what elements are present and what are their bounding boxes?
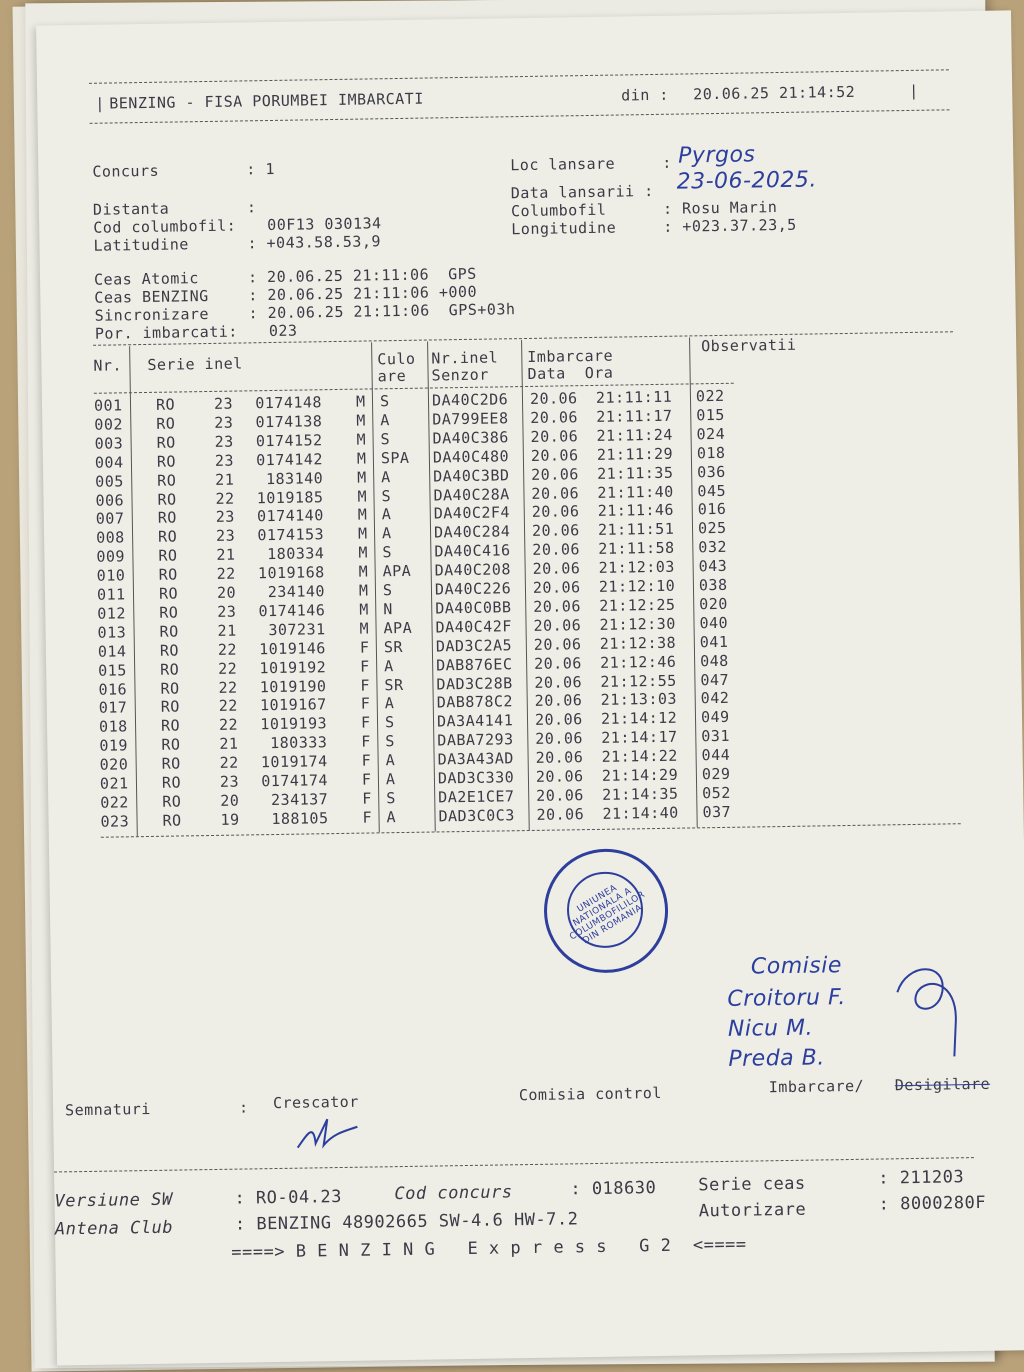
cell-sex: F: [361, 751, 372, 770]
cell-data: 20.06: [534, 691, 583, 711]
versiune-value: : RO-04.23: [234, 1186, 343, 1209]
serie-ceas-label: Serie ceas: [698, 1173, 806, 1196]
cell-observatii: 031: [701, 727, 731, 746]
cell-inel: 0174174: [261, 771, 329, 791]
cell-nr: 013: [97, 623, 127, 642]
sincronizare-value: : 20.06.25 21:11:06 GPS+03h: [248, 300, 516, 323]
cell-tara: RO: [162, 811, 182, 830]
cell-ora: 21:12:10: [598, 576, 676, 596]
cell-tara: RO: [156, 414, 176, 433]
cell-culoare: N: [383, 600, 393, 619]
cell-observatii: 038: [698, 575, 728, 595]
cell-culoare: A: [381, 467, 391, 486]
latitudine-value: : +043.58.53,9: [247, 232, 382, 253]
cell-inel: 1019167: [259, 695, 327, 715]
cell-ora: 21:14:17: [601, 727, 678, 748]
imbarcare-label: Imbarcare/: [768, 1076, 865, 1097]
cell-senzor: DAD3C0C3: [438, 806, 515, 826]
cell-data: 20.06: [531, 464, 579, 484]
cell-inel: 0174148: [255, 393, 323, 413]
th-data-ora: Data Ora: [527, 363, 614, 383]
cell-culoare: A: [385, 770, 396, 789]
header-title: BENZING - FISA PORUMBEI IMBARCATI: [109, 89, 424, 113]
ceas-benzing-value: : 20.06.25 21:11:06 +000: [248, 282, 478, 305]
cell-data: 20.06: [530, 408, 579, 427]
cell-nr: 002: [94, 415, 124, 434]
cell-ora: 21:11:29: [596, 444, 674, 464]
th-nr-inel: Nr.inel: [431, 348, 499, 368]
cell-an: 23: [214, 432, 234, 451]
cell-an: 23: [217, 602, 237, 621]
cell-nr: 019: [99, 736, 129, 755]
cell-observatii: 015: [696, 405, 725, 425]
latitudine-label: Latitudine: [93, 235, 189, 255]
cell-observatii: 042: [700, 689, 730, 708]
cell-nr: 021: [99, 774, 129, 793]
cell-culoare: A: [381, 524, 392, 543]
cell-an: 20: [216, 583, 237, 602]
cell-ora: 21:14:22: [601, 746, 678, 766]
cell-senzor: DAD3C2A5: [435, 635, 513, 656]
cell-ora: 21:12:30: [599, 614, 676, 634]
cell-senzor: DAD3C330: [437, 768, 515, 788]
cell-tara: RO: [156, 433, 176, 452]
cell-sex: F: [362, 789, 372, 808]
cell-inel: 0174153: [257, 525, 325, 545]
cell-culoare: S: [386, 788, 396, 808]
cell-tara: RO: [161, 773, 182, 792]
cell-an: 23: [215, 507, 236, 527]
cell-sex: F: [359, 638, 370, 657]
cod-concurs-label: Cod concurs: [394, 1182, 513, 1205]
cell-observatii: 047: [700, 670, 730, 689]
cell-data: 20.06: [532, 559, 581, 579]
cod-concurs-value: : 018630: [570, 1178, 657, 1200]
cell-observatii: 052: [702, 783, 731, 803]
ceas-atomic-label: Ceas Atomic: [93, 269, 200, 289]
cell-nr: 008: [95, 528, 125, 548]
cell-culoare: S: [379, 392, 390, 411]
cell-tara: RO: [160, 716, 181, 736]
cell-inel: 1019168: [257, 563, 325, 583]
cell-tara: RO: [157, 490, 177, 509]
cell-observatii: 049: [700, 708, 730, 727]
cell-senzor: DA799EE8: [432, 409, 509, 429]
cell-inel: 1019185: [256, 487, 324, 507]
crescator-label: Crescator: [272, 1092, 359, 1113]
cell-senzor: DA40C2D6: [431, 390, 509, 410]
cell-culoare: A: [384, 656, 394, 675]
cell-culoare: S: [384, 713, 395, 732]
semnaturi-colon: :: [238, 1098, 249, 1117]
th-imbarcare: Imbarcare: [527, 346, 614, 366]
columbofil-label: Columbofil: [510, 200, 607, 221]
cod-columbofil-value: 00F13 030134: [267, 214, 382, 235]
cell-inel: 234137: [270, 790, 329, 809]
cell-sex: M: [357, 505, 368, 525]
stamp-text: UNIUNEA NATIONALA A COLUMBOFILILOR DIN ROMANIA: [568, 883, 648, 947]
cell-inel: 1019193: [260, 714, 328, 734]
cell-culoare: A: [384, 694, 395, 713]
porumbei-imbarcati-label: Por. imbarcati:: [94, 322, 238, 343]
cell-observatii: 048: [699, 651, 729, 670]
cell-an: 22: [216, 564, 236, 583]
cell-an: 21: [217, 621, 237, 640]
cell-ora: 21:11:11: [595, 387, 673, 407]
cell-senzor: DA40C42F: [435, 617, 512, 637]
columbofil-value: : Rosu Marin: [662, 198, 778, 218]
cell-an: 20: [220, 791, 240, 810]
cell-observatii: 018: [696, 443, 726, 463]
cell-inel: 307231: [268, 619, 326, 639]
antena-label: Antena Club: [54, 1217, 174, 1240]
cell-culoare: A: [386, 807, 397, 827]
cell-an: 21: [219, 734, 239, 754]
cell-senzor: DA3A43AD: [437, 749, 515, 769]
cell-sex: M: [357, 468, 367, 487]
cell-ora: 21:11:17: [596, 406, 673, 426]
header-left-bar: |: [95, 94, 105, 113]
hand-croitoru: Croitoru F.: [727, 985, 846, 1012]
cell-an: 22: [218, 715, 239, 735]
semnaturi-label: Semnaturi: [64, 1099, 152, 1120]
cell-sex: M: [356, 449, 367, 468]
cell-culoare: S: [380, 429, 391, 449]
cell-tara: RO: [160, 660, 180, 679]
cell-data: 20.06: [530, 426, 579, 446]
footer-top-rule: [54, 1157, 974, 1172]
cell-inel: 1019190: [259, 676, 327, 696]
comisia-control-label: Comisia control: [518, 1083, 663, 1105]
cell-ora: 21:11:51: [597, 519, 675, 540]
cell-inel: 1019174: [260, 752, 328, 772]
ceas-atomic-value: : 20.06.25 21:11:06 GPS: [247, 264, 477, 287]
cell-sex: M: [358, 562, 369, 581]
cell-culoare: SR: [383, 637, 404, 656]
cell-ora: 21:14:40: [602, 803, 679, 823]
cell-tara: RO: [156, 452, 177, 471]
cell-culoare: APA: [383, 618, 413, 638]
header-din-label: din :: [621, 85, 670, 105]
cell-tara: RO: [157, 471, 177, 490]
cell-an: 22: [217, 640, 238, 659]
cell-culoare: A: [380, 411, 390, 430]
cell-an: 23: [213, 394, 234, 413]
cell-inel: 1019192: [259, 657, 327, 677]
cell-senzor: DAB876EC: [436, 654, 513, 675]
cell-inel: 0174140: [256, 506, 324, 526]
cell-senzor: DAB878C2: [436, 692, 514, 712]
cell-inel: 188105: [271, 808, 329, 828]
cell-nr: 015: [98, 660, 127, 680]
cell-sex: M: [355, 392, 366, 411]
cell-nr: 018: [98, 717, 128, 737]
cell-inel: 180333: [270, 733, 328, 753]
cell-culoare: A: [385, 751, 396, 770]
cell-an: 23: [214, 413, 234, 432]
cell-tara: RO: [160, 697, 180, 717]
cell-inel: 0174142: [256, 449, 324, 469]
th-senzor: Senzor: [431, 365, 489, 385]
club-stamp: [543, 848, 669, 974]
cell-nr: 004: [94, 453, 124, 472]
ceas-benzing-label: Ceas BENZING: [94, 286, 209, 307]
cell-nr: 022: [100, 793, 130, 812]
benzing-express-banner: ====> B E N Z I N G E x p r e s s G 2 <====: [231, 1234, 747, 1263]
cell-observatii: 024: [696, 424, 726, 444]
cell-nr: 023: [100, 812, 130, 831]
cell-nr: 011: [96, 585, 126, 604]
cell-ora: 21:14:12: [600, 708, 678, 729]
cell-an: 21: [216, 545, 236, 565]
cell-sex: F: [360, 694, 371, 714]
cell-senzor: DA40C416: [434, 541, 511, 561]
cell-tara: RO: [157, 508, 178, 528]
th-serie-inel: Serie inel: [147, 354, 243, 374]
cell-senzor: DA40C480: [432, 446, 510, 467]
cod-columbofil-label: Cod columbofil:: [93, 216, 237, 237]
cell-an: 23: [214, 451, 235, 470]
cell-inel: 0174146: [258, 601, 326, 621]
cell-an: 21: [215, 470, 235, 489]
cell-nr: 014: [97, 642, 127, 661]
autorizare-value: : 8000280F: [878, 1192, 987, 1215]
cell-observatii: 032: [698, 538, 728, 557]
cell-tara: RO: [159, 641, 180, 660]
cell-ora: 21:11:35: [597, 463, 674, 483]
sincronizare-label: Sincronizare: [94, 304, 210, 325]
cell-observatii: 045: [697, 481, 727, 500]
hand-nicu: Nicu M.: [727, 1015, 814, 1042]
versiune-label: Versiune SW: [54, 1189, 173, 1212]
hand-comisie: Comisie: [750, 953, 843, 980]
cell-an: 23: [215, 526, 236, 546]
cell-nr: 005: [95, 471, 124, 491]
cell-nr: 020: [99, 755, 129, 774]
loc-lansare-colon: :: [662, 153, 672, 172]
cell-observatii: 037: [702, 802, 732, 822]
cell-sex: M: [357, 524, 368, 543]
cell-sex: F: [362, 808, 373, 827]
cell-data: 20.06: [533, 653, 582, 673]
concurs-value: : 1: [246, 159, 276, 179]
porumbei-imbarcati-value: 023: [268, 321, 298, 341]
cell-ora: 21:12:03: [598, 557, 676, 577]
cell-culoare: A: [381, 505, 392, 524]
cell-data: 20.06: [535, 748, 584, 767]
header-din-value: 20.06.25 21:14:52: [693, 82, 856, 104]
cell-data: 20.06: [536, 804, 585, 824]
data-lansarii-handwritten: 23-06-2025.: [676, 167, 818, 195]
cell-culoare: SR: [384, 675, 404, 694]
data-lansarii-label: Data lansarii :: [510, 181, 654, 203]
cell-sex: F: [360, 675, 371, 695]
cell-senzor: DAD3C28B: [436, 673, 513, 693]
cell-data: 20.06: [534, 710, 583, 730]
hand-preda: Preda B.: [728, 1045, 825, 1072]
cell-tara: RO: [161, 735, 181, 754]
cell-sex: M: [356, 430, 367, 449]
cell-sex: F: [361, 770, 372, 789]
cell-sex: F: [360, 657, 370, 676]
cell-culoare: S: [382, 543, 393, 562]
cell-nr: 016: [98, 679, 128, 699]
header-right-bar: |: [909, 81, 919, 100]
th-culoare-1: Culo: [377, 349, 416, 369]
autorizare-label: Autorizare: [698, 1199, 807, 1222]
cell-ora: 21:14:29: [601, 765, 679, 785]
cell-senzor: DA2E1CE7: [438, 787, 515, 807]
cell-an: 22: [219, 753, 239, 772]
loc-lansare-handwritten: Pyrgos: [677, 142, 756, 169]
cell-culoare: S: [381, 486, 392, 505]
cell-data: 20.06: [532, 578, 581, 597]
longitudine-label: Longitudine: [511, 218, 617, 239]
distanta-value: :: [246, 198, 257, 217]
antena-value: : BENZING 48902665 SW-4.6 HW-7.2: [234, 1209, 579, 1235]
cell-inel: 0174138: [255, 412, 323, 432]
cell-senzor: DA40C284: [433, 522, 511, 542]
cell-ora: 21:11:58: [598, 538, 675, 559]
cell-observatii: 016: [697, 500, 727, 519]
th-nr: Nr.: [93, 356, 123, 375]
cell-nr: 001: [93, 396, 123, 415]
cell-ora: 21:12:25: [599, 595, 676, 615]
cell-an: 22: [215, 489, 235, 508]
cell-senzor: DA40C0BB: [435, 598, 512, 618]
loc-lansare-label: Loc lansare: [510, 154, 616, 175]
cell-sex: F: [361, 732, 372, 751]
crescator-signature: [293, 1113, 364, 1154]
cell-data: 20.06: [536, 786, 585, 805]
cell-culoare: S: [382, 581, 393, 600]
cell-inel: 180334: [267, 544, 325, 564]
cell-ora: 21:12:38: [599, 633, 677, 653]
cell-senzor: DA40C2F4: [433, 503, 511, 523]
cell-observatii: 022: [695, 386, 725, 406]
cell-ora: 21:11:46: [597, 501, 675, 521]
cell-nr: 003: [94, 434, 124, 453]
cell-inel: 183140: [265, 468, 324, 488]
cell-ora: 21:12:46: [599, 652, 677, 672]
cell-an: 19: [220, 810, 240, 829]
cell-ora: 21:11:24: [596, 425, 673, 445]
cell-data: 20.06: [531, 483, 580, 503]
cell-an: 22: [218, 659, 238, 678]
cell-tara: RO: [158, 584, 179, 603]
cell-senzor: DA40C28A: [433, 484, 510, 504]
cell-tara: RO: [159, 603, 179, 622]
cell-sex: M: [356, 411, 366, 430]
cell-tara: RO: [162, 792, 182, 811]
th-culoare-2: are: [377, 366, 407, 386]
printout-sheet: [36, 10, 1024, 1365]
cell-an: 23: [219, 772, 240, 791]
cell-nr: 009: [96, 547, 126, 566]
commission-signature: [887, 961, 969, 1062]
cell-sex: M: [357, 487, 368, 506]
cell-observatii: 036: [697, 462, 726, 481]
cell-nr: 017: [98, 698, 128, 718]
cell-culoare: S: [385, 732, 396, 751]
cell-nr: 010: [96, 566, 126, 585]
cell-observatii: 020: [699, 594, 728, 614]
cell-an: 22: [218, 678, 238, 697]
cell-data: 20.06: [535, 729, 584, 749]
cell-observatii: 044: [701, 745, 731, 765]
cell-data: 20.06: [530, 445, 579, 465]
cell-sex: F: [360, 713, 371, 732]
cell-inel: 0174152: [255, 431, 323, 451]
cell-nr: 012: [97, 604, 127, 623]
header-bottom-rule: [90, 109, 950, 124]
cell-observatii: 029: [701, 764, 731, 784]
cell-senzor: DA40C208: [434, 560, 512, 580]
cell-data: 20.06: [533, 634, 582, 654]
header-top-rule: [89, 69, 949, 84]
cell-data: 20.06: [533, 597, 582, 616]
cell-nr: 007: [95, 509, 125, 529]
longitudine-value: : +023.37.23,5: [663, 215, 797, 236]
cell-culoare: APA: [382, 561, 412, 581]
cell-an: 22: [218, 696, 238, 716]
cell-tara: RO: [155, 395, 176, 414]
cell-inel: 234140: [267, 582, 326, 602]
cell-sex: M: [358, 581, 369, 600]
cell-ora: 21:14:35: [602, 784, 679, 804]
cell-tara: RO: [160, 678, 180, 698]
cell-data: 20.06: [535, 767, 584, 786]
desigilare-label: Desigilare: [894, 1074, 991, 1095]
cell-tara: RO: [159, 622, 179, 641]
cell-data: 20.06: [533, 615, 582, 635]
cell-sex: M: [358, 543, 369, 562]
cell-nr: 006: [95, 490, 125, 510]
th-observatii: Observatii: [701, 335, 797, 356]
distanta-label: Distanta: [92, 199, 170, 219]
cell-tara: RO: [158, 565, 178, 584]
cell-data: 20.06: [529, 389, 578, 408]
cell-ora: 21:13:03: [600, 690, 678, 710]
cell-sex: M: [359, 619, 370, 638]
cell-observatii: 041: [699, 632, 729, 651]
cell-inel: 1019146: [259, 638, 327, 658]
cell-senzor: DABA7293: [437, 730, 514, 750]
cell-data: 20.06: [531, 502, 580, 522]
cell-data: 20.06: [532, 540, 581, 560]
cell-senzor: DA40C3BD: [433, 465, 510, 486]
cell-observatii: 043: [698, 556, 728, 576]
cell-tara: RO: [161, 754, 181, 773]
cell-observatii: 025: [697, 519, 727, 538]
cell-senzor: DA3A4141: [436, 711, 514, 731]
concurs-label: Concurs: [92, 161, 160, 181]
cell-sex: M: [359, 600, 369, 619]
cell-data: 20.06: [534, 672, 583, 692]
cell-senzor: DA40C226: [434, 579, 512, 599]
serie-ceas-value: : 211203: [878, 1167, 965, 1189]
cell-data: 20.06: [531, 521, 580, 541]
cell-culoare: SPA: [380, 448, 410, 467]
cell-ora: 21:12:55: [600, 671, 677, 691]
cell-ora: 21:11:40: [597, 482, 674, 502]
cell-observatii: 040: [699, 613, 729, 633]
cell-senzor: DA40C386: [432, 428, 509, 448]
cell-tara: RO: [157, 527, 178, 547]
cell-tara: RO: [158, 546, 178, 565]
